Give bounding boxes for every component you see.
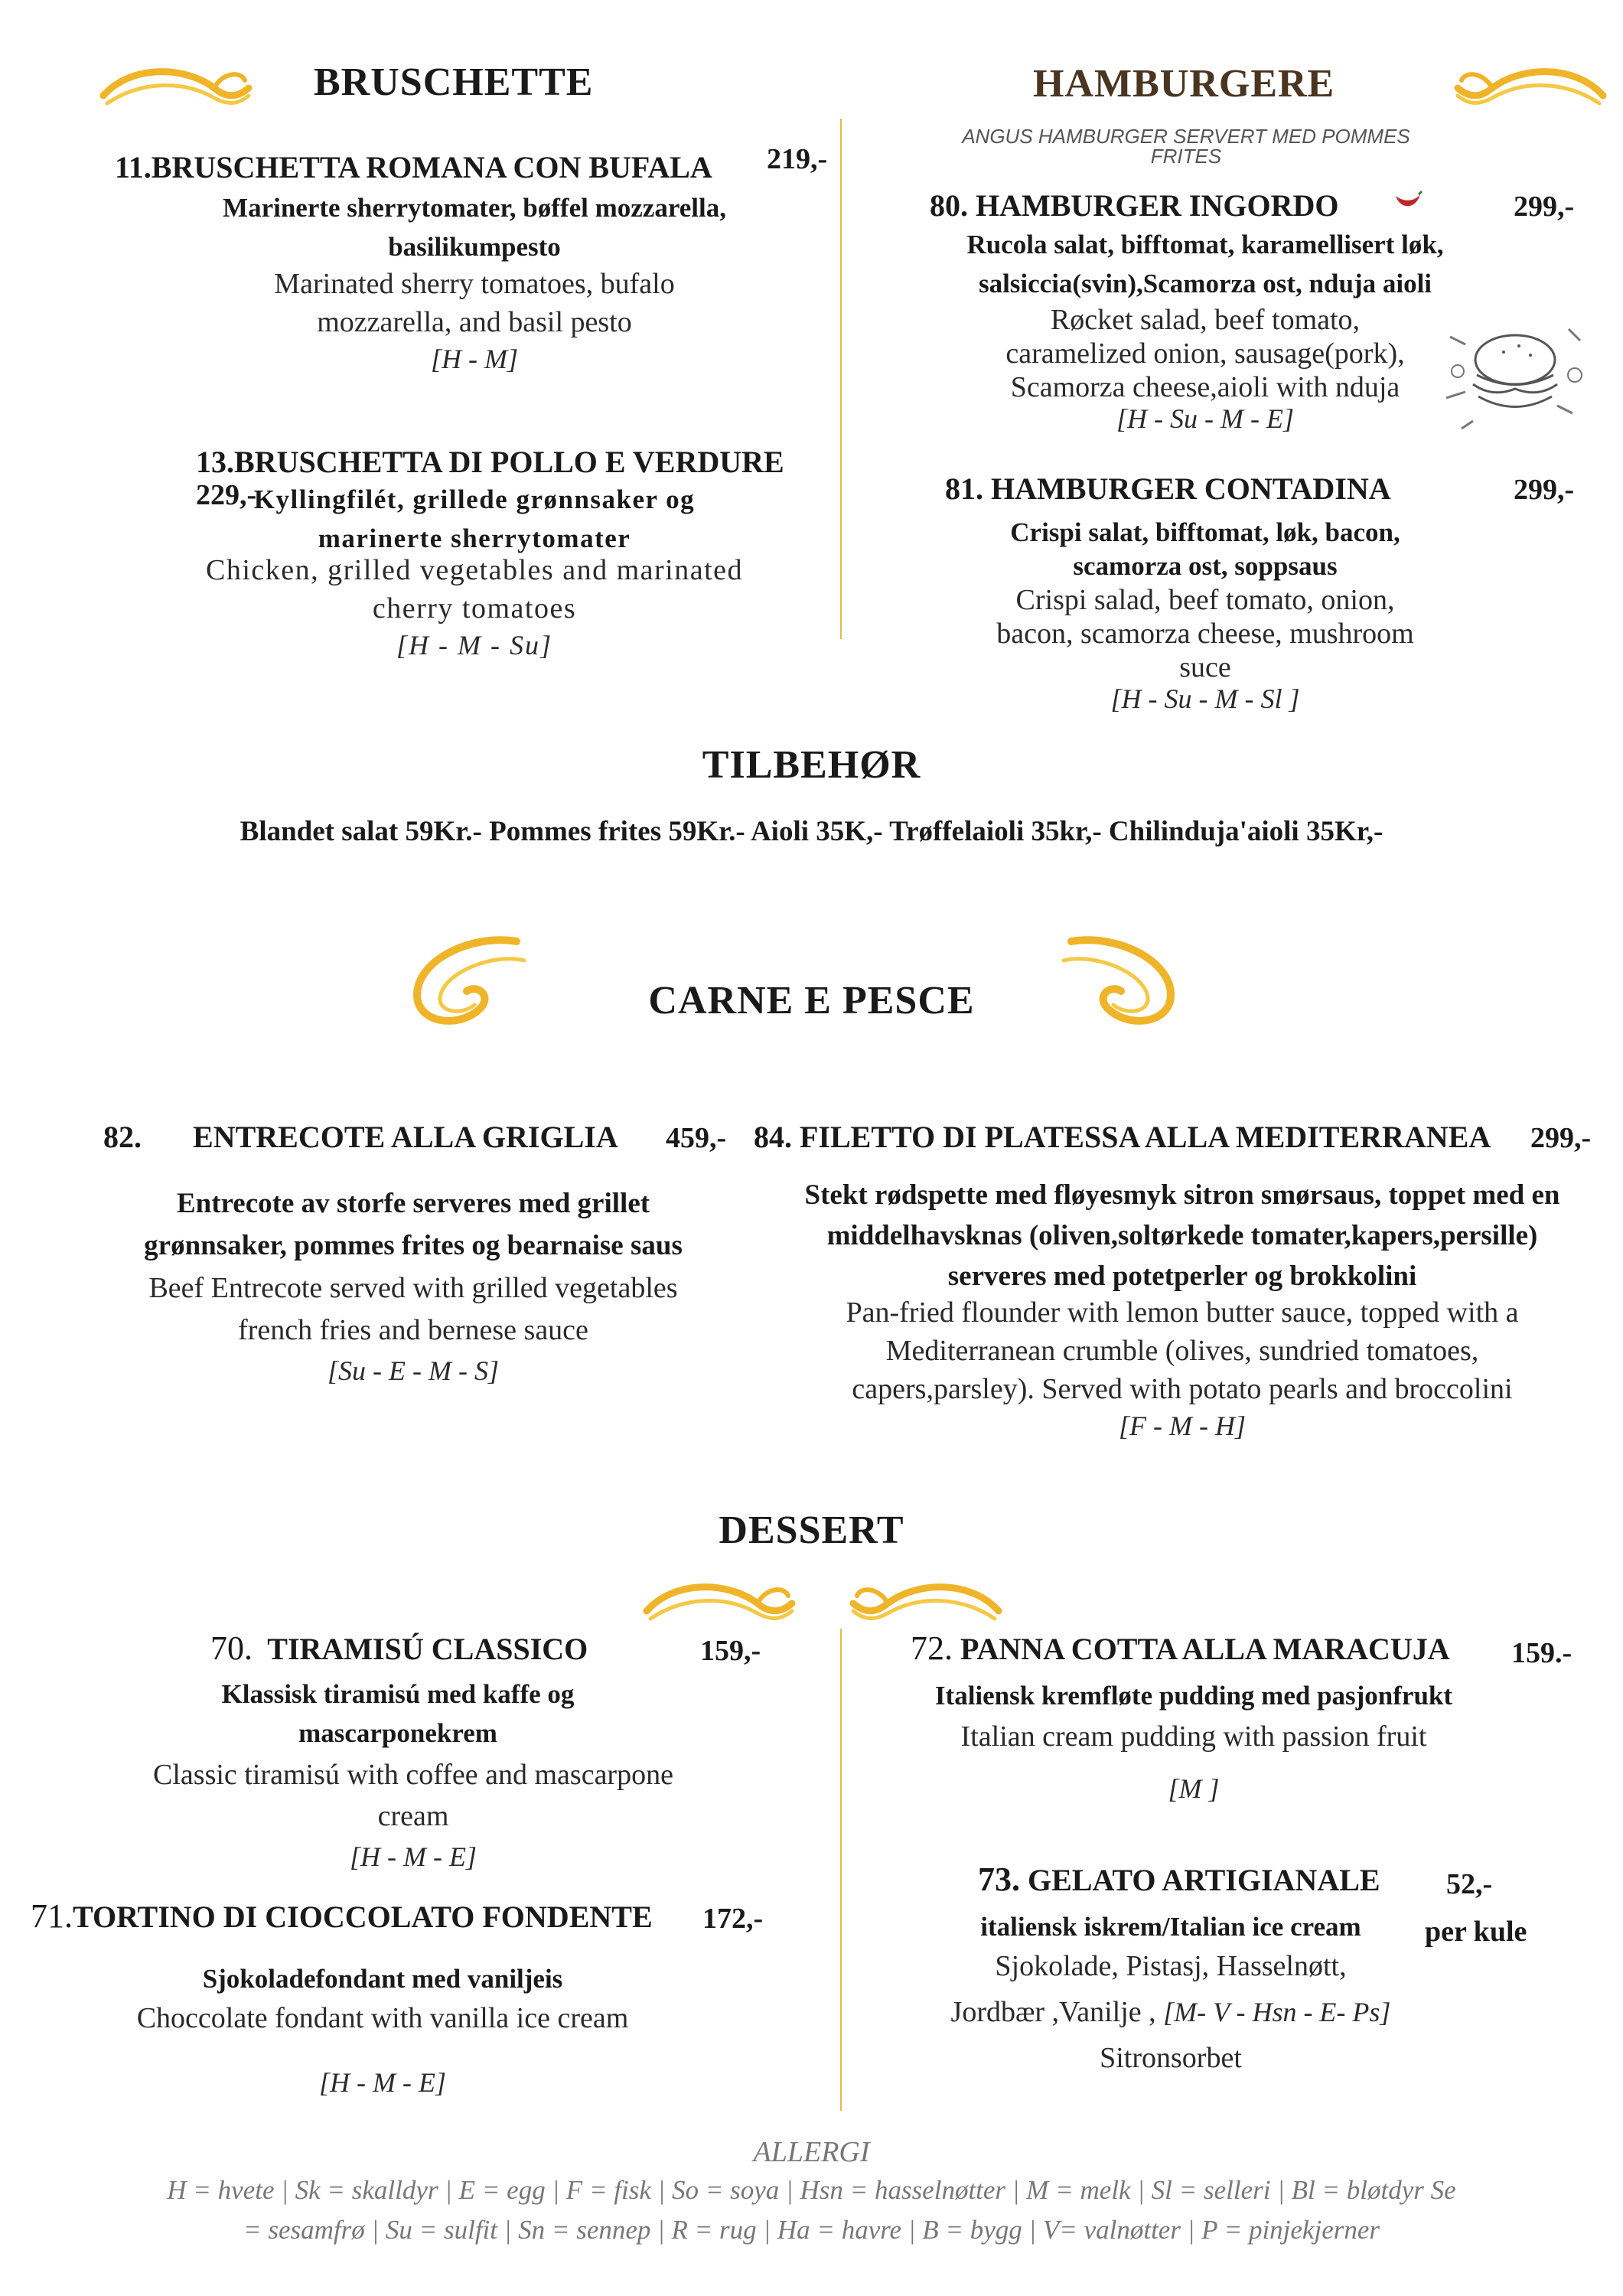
dish-name: PANNA COTTA ALLA MARACUJA [960,1632,1450,1666]
dish-description-en: Beef Entrecote served with grilled vegetables french fries and bernese sauce [148,1272,678,1346]
burger-illustration-icon [1439,306,1592,448]
dessert-item-panna-cotta [911,1629,1450,1668]
dessert-item-tiramisu [210,1629,588,1668]
dish-description-en: Røcket salad, beef tomato, caramelized onion, sausage(pork), Scamorza cheese,aioli with nduja [1005,304,1405,403]
dish-description-en: Sitronsorbet [1100,2042,1242,2074]
ornament-swirl-icon [643,1577,796,1630]
dish-name: ENTRECOTE ALLA GRIGLIA [193,1120,618,1154]
dish-number: 82. [103,1120,142,1154]
column-divider [840,1629,842,2111]
allergen-codes: [M- V - Hsn - E- Ps] [1163,1997,1391,2027]
dish-description-en: Jordbær ,Vanilje , [M- V - Hsn - E- Ps] [950,1996,1391,2028]
dish-number: 71. [31,1897,73,1935]
dish-name: 80. HAMBURGER INGORDO [930,188,1339,223]
dish-description-no: Italiensk kremfløte pudding med pasjonfrukt [934,1681,1453,1711]
allergy-legend-line: = sesamfrø | Su = sulfit | Sn = sennep | R = rug | Ha = havre | B = bygg | V= valnøtter | P = pinjekjerner [243,2215,1380,2245]
dish-description-en: Crispi salad, beef tomato, onion, bacon, scamorza cheese, mushroom suce [996,584,1414,683]
dish-description-en: Classic tiramisú with coffee and mascarpone cream [153,1759,673,1832]
dish-number: 73. [978,1861,1020,1898]
dish-description-no: Entrecote av storfe serveres med grillet grønnsaker, pommes frites og bearnaise saus [144,1188,683,1261]
ornament-swirl-icon [849,1577,1002,1630]
dish-name: TIRAMISÚ CLASSICO [267,1632,588,1666]
dish-description-no: Rucola salat, bifftomat, karamellisert løk, salsiccia(svin),Scamorza ost, nduja aioli [966,230,1444,298]
dish-name: 13.BRUSCHETTA DI POLLO E VERDURE [196,445,784,479]
dish-description-en: Pan-fried flounder with lemon butter sauce, topped with a Mediterranean crumble (olives, sundried tomatoes, capers,parsley). Served with potato pearls and broccolini [846,1296,1519,1405]
dish-price: 172,- [702,1903,764,1935]
allergy-legend-line: H = hvete | Sk = skalldyr | E = egg | F = fisk | So = soya | Hsn = hasselnøtter | M = melk | Sl = selleri | Bl = bløtdyr Se [167,2175,1456,2205]
dish-description-en: Choccolate fondant with vanilla ice cream [136,2002,629,2034]
section-title-bruschette: BRUSCHETTE [314,60,594,104]
dish-description-en: Sjokolade, Pistasj, Hasselnøtt, [995,1950,1347,1982]
dish-name: TORTINO DI CIOCCOLATO FONDENTE [73,1900,653,1934]
dish-price: 219,- [767,143,828,175]
allergen-codes: [M ] [1168,1773,1220,1804]
allergen-codes: [H - M - E] [350,1841,477,1872]
dish-description-no: Stekt rødspette med fløyesmyk sitron smørsaus, toppet med en middelhavsknas (oliven,soltørkede tomater,kapers,persille) serveres med potetperler og brokkolini [804,1179,1560,1292]
dish-description-en: Chicken, grilled vegetables and marinated cherry tomatoes [206,554,743,625]
dish-description-no: Crispi salat, bifftomat, løk, bacon, scamorza ost, soppsaus [1010,517,1400,581]
allergen-codes: [H - Su - M - E] [1116,403,1294,434]
ornament-swirl-icon [99,61,253,115]
dish-name: GELATO ARTIGIANALE [1028,1863,1380,1897]
dessert-item-tortino [31,1896,653,1936]
allergen-codes: [H - Su - M - Sl ] [1110,683,1300,714]
dish-price: 459,- [666,1122,727,1154]
price-unit: per kule [1425,1916,1527,1948]
dish-description-no: Sjokoladefondant med vaniljeis [202,1964,563,1994]
dish-description-no: italiensk iskrem/Italian ice cream [980,1912,1361,1942]
dish-number: 72. [911,1629,953,1667]
dessert-item-gelato [978,1860,1380,1899]
dish-name: 11.BRUSCHETTA ROMANA CON BUFALA [115,150,712,184]
allergy-title: ALLERGI [753,2136,870,2168]
dish-price: 52,- [1446,1868,1493,1900]
allergen-codes: [H - M] [431,344,518,374]
dish-price: 159.- [1511,1637,1572,1669]
allergen-codes: [F - M - H] [1119,1411,1246,1441]
dish-description-no: Marinerte sherrytomater, bøffel mozzarella, basilikumpesto [223,193,726,262]
dish-price: 229,- [196,479,257,511]
ornament-flourish-icon [1048,930,1186,1041]
dish-price: 299,- [1514,474,1575,506]
ornament-swirl-icon [1454,61,1607,115]
section-subtitle: ANGUS HAMBURGER SERVERT MED POMMES FRITES [962,125,1410,168]
dish-name: 84. FILETTO DI PLATESSA ALLA MEDITERRANEA [754,1120,1491,1154]
column-divider [840,119,842,639]
dish-description-en: Marinated sherry tomatoes, bufalo mozzarella, and basil pesto [274,268,675,338]
dish-name: 81. HAMBURGER CONTADINA [945,471,1391,506]
sides-list: Blandet salat 59Kr.- Pommes frites 59Kr.- Aioli 35K,- Trøffelaioli 35kr,- Chilinduja'aioli 35Kr,- [240,816,1383,847]
section-title-hamburgere: HAMBURGERE [1033,62,1335,106]
dish-description-no: Kyllingfilét, grillede grønnsaker og marinerte sherrytomater [253,484,696,553]
section-title-dessert: DESSERT [719,1508,904,1552]
dish-price: 299,- [1530,1122,1592,1154]
allergen-codes: [H - M - Su] [396,630,552,660]
section-title-carne-e-pesce: CARNE E PESCE [648,979,975,1022]
allergen-codes: [Su - E - M - S] [328,1355,499,1386]
dish-price: 159,- [700,1635,761,1667]
dish-description-no: Klassisk tiramisú med kaffe og mascarponekrem [221,1679,575,1748]
dish-price: 299,- [1514,191,1575,223]
allergen-codes: [H - M - E] [319,2067,446,2098]
dish-description-en: Italian cream pudding with passion fruit [960,1720,1427,1753]
dish-number: 70. [210,1629,253,1667]
chili-icon [1393,190,1423,217]
section-title-tilbehor: TILBEHØR [702,743,921,787]
